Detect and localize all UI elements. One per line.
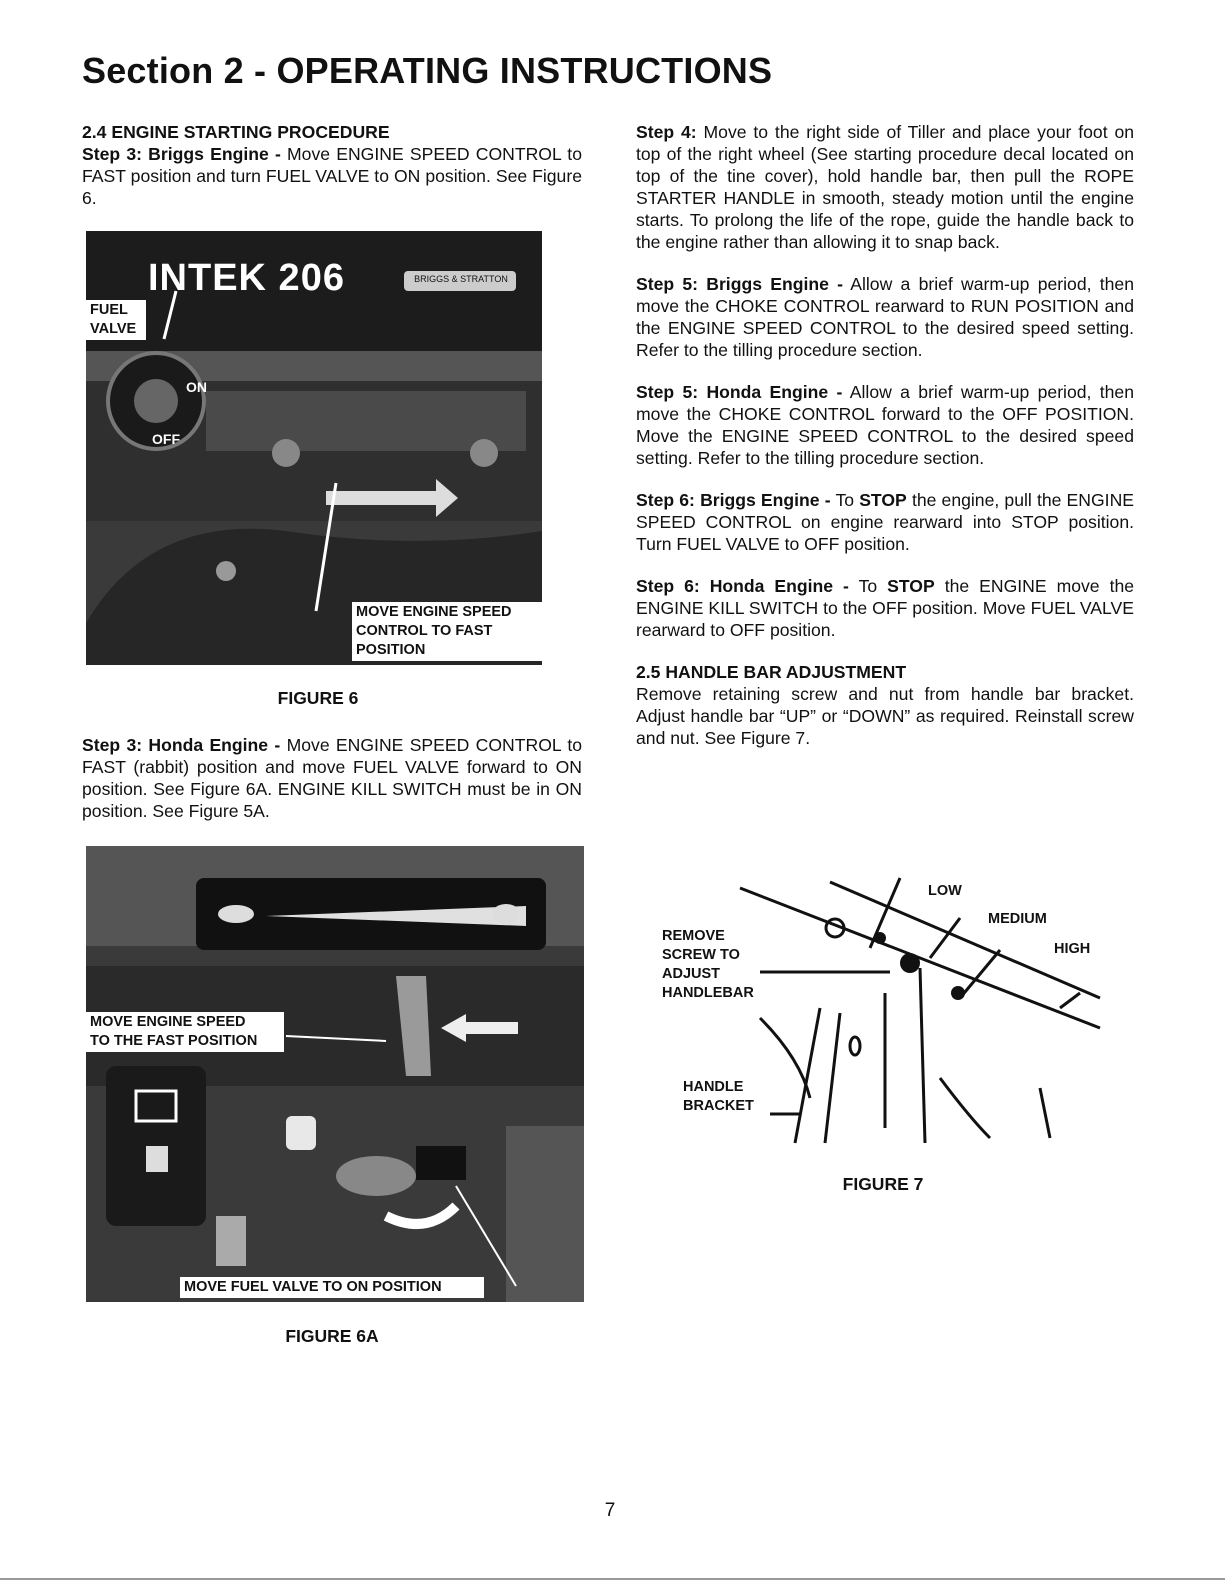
step3-briggs-text: Move ENGINE SPEED CONTROL to FAST position and turn FUEL VALVE to ON position. See Figure 6. (82, 144, 582, 208)
step6-briggs-paragraph (636, 489, 1134, 555)
figure-6a-caption: FIGURE 6A (285, 1326, 379, 1346)
on-label: ON (186, 379, 207, 395)
step5-briggs-paragraph (636, 273, 1134, 361)
fig6-speed-line3: POSITION (356, 642, 426, 658)
heading-handle-bar: 2.5 HANDLE BAR ADJUSTMENT (636, 662, 907, 682)
step6-honda-stop: STOP (887, 576, 935, 596)
fig6-speed-line2: CONTROL TO FAST (356, 623, 493, 639)
off-label: OFF (152, 431, 180, 447)
step6-briggs-stop: STOP (859, 490, 907, 510)
step3-honda-block (82, 734, 582, 822)
fig7-low-label: LOW (928, 883, 962, 899)
section-title: Section 2 - OPERATING INSTRUCTIONS (82, 50, 773, 91)
step3-briggs-label: Step 3: Briggs Engine - (82, 144, 281, 164)
fig7-handle-bracket-label (683, 1078, 754, 1116)
intek-brand-text: INTEK 206 (148, 257, 345, 299)
fig7-remove-screw-label (662, 927, 754, 1003)
fig6-fuel-line1: FUEL (90, 302, 128, 318)
fig7-remove-line4: HANDLEBAR (662, 985, 754, 1001)
fig6-speed-line1: MOVE ENGINE SPEED (356, 604, 512, 620)
fig7-remove-line1: REMOVE (662, 928, 725, 944)
figure-7-caption: FIGURE 7 (842, 1174, 924, 1194)
fig7-bracket-line1: HANDLE (683, 1079, 744, 1095)
heading-engine-starting: 2.4 ENGINE STARTING PROCEDURE (82, 122, 390, 142)
step4-text: Move to the right side of Tiller and place your foot on top of the right wheel (See starting procedure decal located on top of the tine cover), hold handle bar, then pull the ROPE STARTER HANDLE in smooth, steady motion until the engine starts. To prolong the life of the rope, guide the handle back to the engine rather than allowing it to snap back. (636, 122, 1135, 252)
step5-honda-text: Allow a brief warm-up period, then move the CHOKE CONTROL forward to the OFF POSITION. Move the ENGINE SPEED CONTROL to the desired speed setting. Refer to the tilling procedure section. (636, 382, 1135, 468)
step6-honda-paragraph (636, 575, 1134, 641)
figure-6-image (86, 231, 542, 665)
step3-honda-text: Move ENGINE SPEED CONTROL to FAST (rabbit) position and move FUEL VALVE forward to ON position. See Figure 6A. ENGINE KILL SWITCH must be in ON position. See Figure 5A. (82, 735, 583, 821)
fig6-fuel-line2: VALVE (90, 321, 137, 337)
right-column (636, 121, 1134, 749)
fig6a-speed-callout (86, 1012, 284, 1052)
step6-honda-text: the ENGINE move the ENGINE KILL SWITCH to the OFF position. Move FUEL VALVE rearward to OFF position. (636, 576, 1135, 640)
fig6a-speed-line1: MOVE ENGINE SPEED (90, 1014, 246, 1030)
figure-6a-image (86, 846, 584, 1302)
page-number: 7 (604, 1500, 616, 1521)
handlebar-paragraph: Remove retaining screw and nut from handle bar bracket. Adjust handle bar “UP” or “DOWN” as required. Reinstall screw and nut. See Figure 7. (636, 684, 1134, 748)
fig6a-fuel-callout: MOVE FUEL VALVE TO ON POSITION (180, 1277, 484, 1298)
figure-6-caption: FIGURE 6 (277, 688, 359, 708)
left-column (82, 121, 582, 209)
bottom-rule (0, 1578, 1225, 1580)
fig6-fuel-valve-callout (86, 300, 146, 340)
step6-honda-pre: To (858, 576, 878, 596)
fig7-high-label: HIGH (1054, 941, 1091, 957)
step4-label: Step 4: (636, 122, 697, 142)
step6-briggs-label: Step 6: Briggs Engine - (636, 490, 831, 510)
step3-honda-label: Step 3: Honda Engine - (82, 735, 281, 755)
step5-briggs-label: Step 5: Briggs Engine - (636, 274, 843, 294)
fig7-remove-line2: SCREW TO (662, 947, 740, 963)
briggs-logo-text: BRIGGS & STRATTON (414, 274, 508, 284)
step4-paragraph (636, 121, 1134, 253)
fig7-remove-line3: ADJUST (662, 966, 721, 982)
step3-briggs-paragraph (82, 143, 582, 209)
step5-honda-paragraph (636, 381, 1134, 469)
step3-honda-paragraph (82, 734, 582, 822)
step5-honda-label: Step 5: Honda Engine - (636, 382, 843, 402)
fig7-bracket-line2: BRACKET (683, 1098, 754, 1114)
step6-briggs-text: the engine, pull the ENGINE SPEED CONTROL on engine rearward into STOP position. Turn FUEL VALVE to OFF position. (636, 490, 1135, 554)
fig6-speed-callout (352, 602, 546, 661)
step5-briggs-text: Allow a brief warm-up period, then move the CHOKE CONTROL rearward to RUN POSITION and the ENGINE SPEED CONTROL to the desired speed setting. Refer to the tilling procedure section. (636, 274, 1134, 360)
fig6a-speed-line2: TO THE FAST POSITION (90, 1033, 258, 1049)
step6-honda-label: Step 6: Honda Engine - (636, 576, 849, 596)
step6-briggs-pre: To (835, 490, 855, 510)
fig7-medium-label: MEDIUM (988, 911, 1047, 927)
